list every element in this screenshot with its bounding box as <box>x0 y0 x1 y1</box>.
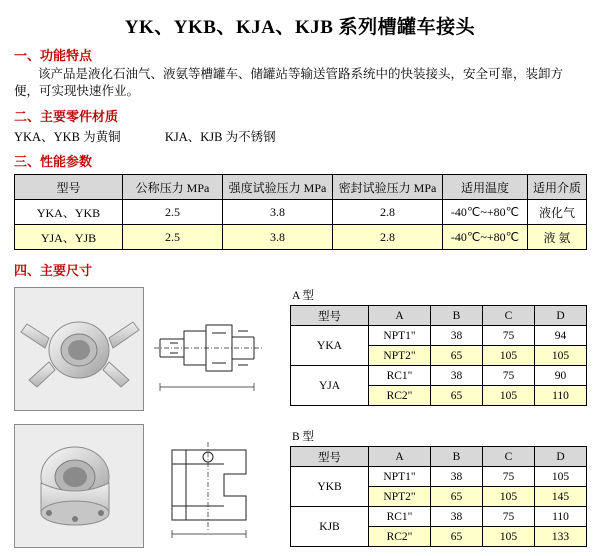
table-row <box>291 467 587 487</box>
dim-a-header-cell: C <box>483 306 535 326</box>
table-row <box>15 200 587 225</box>
perf-cell: 液化气 <box>528 200 587 225</box>
performance-table <box>14 174 587 250</box>
dim-a-model: YJA <box>291 366 369 406</box>
dim-b-cell: 105 <box>483 487 535 507</box>
dim-b-cell: NPT1" <box>369 467 431 487</box>
table-header-row <box>291 447 587 467</box>
dim-a-cell: 94 <box>535 326 587 346</box>
perf-cell: YKA、YKB <box>15 200 123 225</box>
section-heading-features: 一、功能特点 <box>14 48 93 63</box>
table-header-row <box>15 175 587 200</box>
perf-cell: -40℃~+80℃ <box>443 225 528 250</box>
dim-a-header-cell: D <box>535 306 587 326</box>
perf-cell: 2.8 <box>333 200 443 225</box>
section-heading-dimensions: 四、主要尺寸 <box>14 263 93 278</box>
dim-b-header-cell: A <box>369 447 431 467</box>
dim-a-cell: 75 <box>483 366 535 386</box>
table-header-row <box>291 306 587 326</box>
drawing-type-b <box>150 424 266 546</box>
dim-b-cell: 133 <box>535 527 587 547</box>
section-heading-performance: 三、性能参数 <box>14 154 93 169</box>
dim-a-cell: 105 <box>483 386 535 406</box>
type-b-label: B 型 <box>292 431 315 443</box>
type-a-label: A 型 <box>292 290 315 302</box>
dim-b-cell: 65 <box>431 527 483 547</box>
dim-b-cell: 105 <box>483 527 535 547</box>
dim-b-cell: 38 <box>431 507 483 527</box>
perf-header-cell: 适用温度 <box>443 175 528 200</box>
material-right-text: KJA、KJB 为不锈钢 <box>164 130 276 144</box>
dim-b-header-cell: B <box>431 447 483 467</box>
perf-header-cell: 型号 <box>15 175 123 200</box>
perf-cell: 液 氨 <box>528 225 587 250</box>
dim-a-header-cell: 型号 <box>291 306 369 326</box>
dim-b-cell: 145 <box>535 487 587 507</box>
document-page <box>0 12 600 543</box>
perf-cell: 2.5 <box>123 200 223 225</box>
perf-cell: 2.5 <box>123 225 223 250</box>
dim-a-cell: 75 <box>483 326 535 346</box>
dim-a-cell: 110 <box>535 386 587 406</box>
perf-header-cell: 强度试验压力 MPa <box>223 175 333 200</box>
dim-a-cell: NPT1" <box>369 326 431 346</box>
dim-b-header-cell: 型号 <box>291 447 369 467</box>
dim-a-cell: 65 <box>431 346 483 366</box>
dim-a-cell: 38 <box>431 366 483 386</box>
features-paragraph: 该产品是液化石油气、液氨等槽罐车、储罐站等输送管路系统中的快装接头，安全可靠，装卸方便，可实现快速作业。 <box>14 67 564 98</box>
dim-b-cell: 38 <box>431 467 483 487</box>
dim-b-cell: 75 <box>483 507 535 527</box>
dim-a-cell: 105 <box>535 346 587 366</box>
dim-a-cell: 65 <box>431 386 483 406</box>
photo-type-a <box>14 287 144 411</box>
dim-a-cell: 105 <box>483 346 535 366</box>
material-line <box>14 127 600 145</box>
dim-a-header-cell: B <box>431 306 483 326</box>
dim-b-cell: 65 <box>431 487 483 507</box>
photo-type-b <box>14 424 144 548</box>
dim-a-cell: RC1" <box>369 366 431 386</box>
drawing-type-a <box>150 287 266 409</box>
perf-header-cell: 公称压力 MPa <box>123 175 223 200</box>
perf-cell: 3.8 <box>223 200 333 225</box>
dim-a-model: YKA <box>291 326 369 366</box>
table-row <box>15 225 587 250</box>
material-left-text: YKA、YKB 为黄铜 <box>14 130 121 144</box>
dim-b-cell: 105 <box>535 467 587 487</box>
section-heading-material: 二、主要零件材质 <box>14 109 119 124</box>
perf-header-cell: 密封试验压力 MPa <box>333 175 443 200</box>
dimension-table-a <box>290 305 587 406</box>
page-title: YK、YKB、KJA、KJB 系列槽罐车接头 <box>124 17 476 38</box>
table-row <box>291 507 587 527</box>
dimension-tables-column <box>290 287 586 547</box>
dim-b-cell: NPT2" <box>369 487 431 507</box>
dim-a-header-cell: A <box>369 306 431 326</box>
image-row-a <box>14 287 266 411</box>
dim-b-header-cell: C <box>483 447 535 467</box>
table-row <box>291 326 587 346</box>
perf-cell: -40℃~+80℃ <box>443 200 528 225</box>
dim-a-cell: NPT2" <box>369 346 431 366</box>
perf-header-cell: 适用介质 <box>528 175 587 200</box>
dim-b-cell: RC2" <box>369 527 431 547</box>
dim-b-header-cell: D <box>535 447 587 467</box>
dim-b-cell: RC1" <box>369 507 431 527</box>
dim-b-cell: 110 <box>535 507 587 527</box>
dim-b-model: YKB <box>291 467 369 507</box>
dim-a-cell: 38 <box>431 326 483 346</box>
perf-cell: 2.8 <box>333 225 443 250</box>
perf-cell: 3.8 <box>223 225 333 250</box>
dimension-table-b <box>290 446 587 547</box>
perf-cell: YJA、YJB <box>15 225 123 250</box>
dim-a-cell: 90 <box>535 366 587 386</box>
dim-a-cell: RC2" <box>369 386 431 406</box>
dim-b-model: KJB <box>291 507 369 547</box>
dim-b-cell: 75 <box>483 467 535 487</box>
table-row <box>291 366 587 386</box>
image-row-b <box>14 424 266 548</box>
